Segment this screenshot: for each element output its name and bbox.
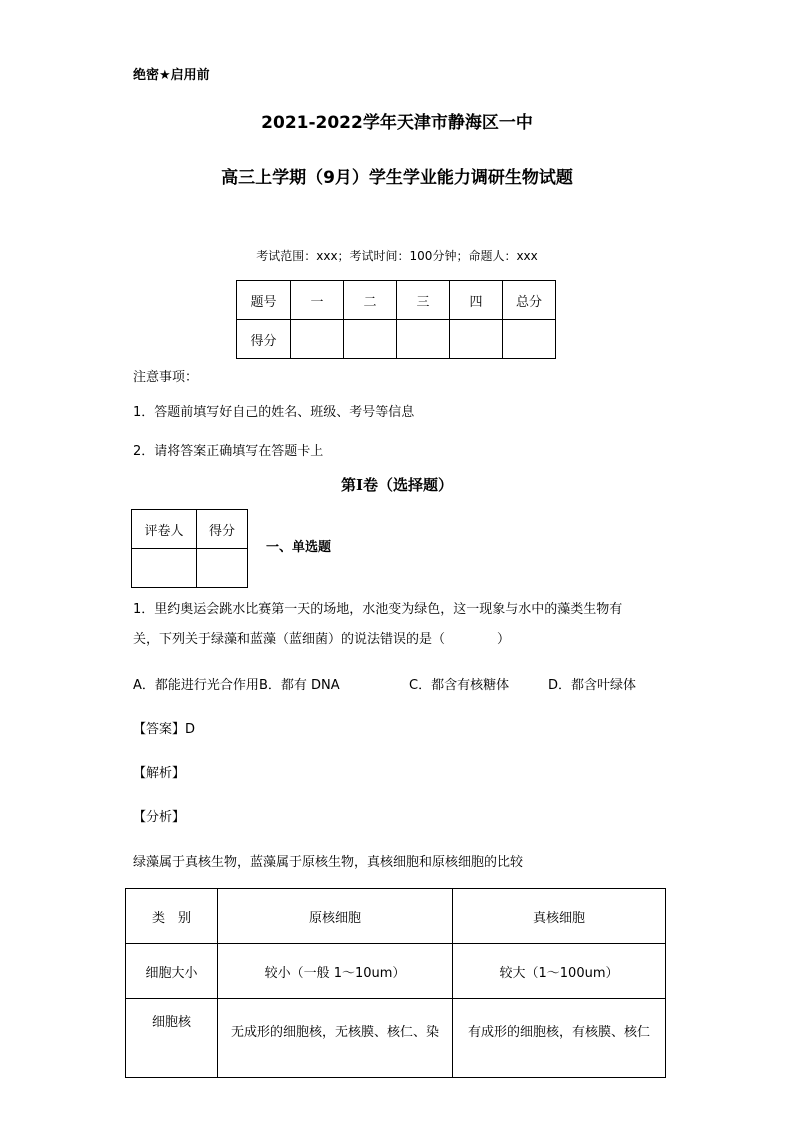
score-blank: [291, 320, 344, 359]
row-eukaryote-cell: 较大（1～100um）: [453, 944, 666, 999]
grader-header: 评卷人: [132, 510, 197, 549]
analysis-label: 【解析】: [133, 766, 186, 781]
comparison-header-category: 类 别: [126, 889, 218, 944]
table-row: [126, 999, 666, 1078]
comparison-header-row: [126, 889, 666, 944]
row-label: 细胞大小: [126, 944, 218, 999]
notes-heading: 注意事项：: [133, 370, 199, 385]
exam-info: 考试范围：xxx；考试时间：100分钟；命题人：xxx: [256, 249, 538, 263]
option-d: D．都含叶绿体: [548, 678, 637, 693]
score-blank: [450, 320, 503, 359]
score-blank: [397, 320, 450, 359]
score-table-header-row: [237, 281, 556, 320]
score-table: [236, 280, 556, 359]
option-b: B．都有 DNA: [259, 678, 340, 693]
note-item-2: 2．请将答案正确填写在答题卡上: [133, 444, 324, 459]
option-c: C．都含有核糖体: [409, 678, 510, 693]
volume-title: 第I卷（选择题）: [340, 476, 454, 494]
score-cell-4: 四: [450, 281, 503, 320]
score-cell-3: 三: [397, 281, 450, 320]
section-title: 一、单选题: [266, 540, 332, 555]
grader-blank: [197, 549, 248, 588]
score-blank: [503, 320, 556, 359]
score-cell-1: 一: [291, 281, 344, 320]
exam-title-line2: 高三上学期（9月）学生学业能力调研生物试题: [221, 168, 573, 188]
row-prokaryote-cell: 无成形的细胞核，无核膜、核仁、染: [218, 999, 453, 1078]
score-cell-total: 总分: [503, 281, 556, 320]
question-stem-line2: 关，下列关于绿藻和蓝藻（蓝细菌）的说法错误的是（ ）: [133, 632, 511, 647]
comparison-header-prokaryote: 原核细胞: [218, 889, 453, 944]
table-row: [126, 944, 666, 999]
question-options: [133, 674, 636, 693]
fenxi-label: 【分析】: [133, 810, 186, 825]
comparison-table: [125, 888, 666, 1078]
question-stem-line1: 1．里约奥运会跳水比赛第一天的场地，水池变为绿色，这一现象与水中的藻类生物有: [133, 602, 623, 617]
row-label: 细胞核: [126, 999, 218, 1078]
score-cell-2: 二: [344, 281, 397, 320]
score-cell-label: 题号: [237, 281, 291, 320]
comparison-intro: 绿藻属于真核生物，蓝藻属于原核生物，真核细胞和原核细胞的比较: [133, 855, 524, 870]
grader-table: [131, 509, 248, 588]
row-eukaryote-cell: 有成形的细胞核，有核膜、核仁: [453, 999, 666, 1078]
answer-label: 【答案】D: [133, 722, 196, 737]
exam-title-line1: 2021-2022学年天津市静海区一中: [261, 113, 533, 133]
grader-blank: [132, 549, 197, 588]
comparison-header-eukaryote: 真核细胞: [453, 889, 666, 944]
row-prokaryote-cell: 较小（一般 1～10um）: [218, 944, 453, 999]
confidential-label: 绝密★启用前: [133, 68, 210, 83]
note-item-1: 1．答题前填写好自己的姓名、班级、考号等信息: [133, 405, 415, 420]
grader-score-header: 得分: [197, 510, 248, 549]
option-a: A．都能进行光合作用: [133, 678, 259, 693]
score-blank: [344, 320, 397, 359]
score-row-label: 得分: [237, 320, 291, 359]
score-table-score-row: [237, 320, 556, 359]
